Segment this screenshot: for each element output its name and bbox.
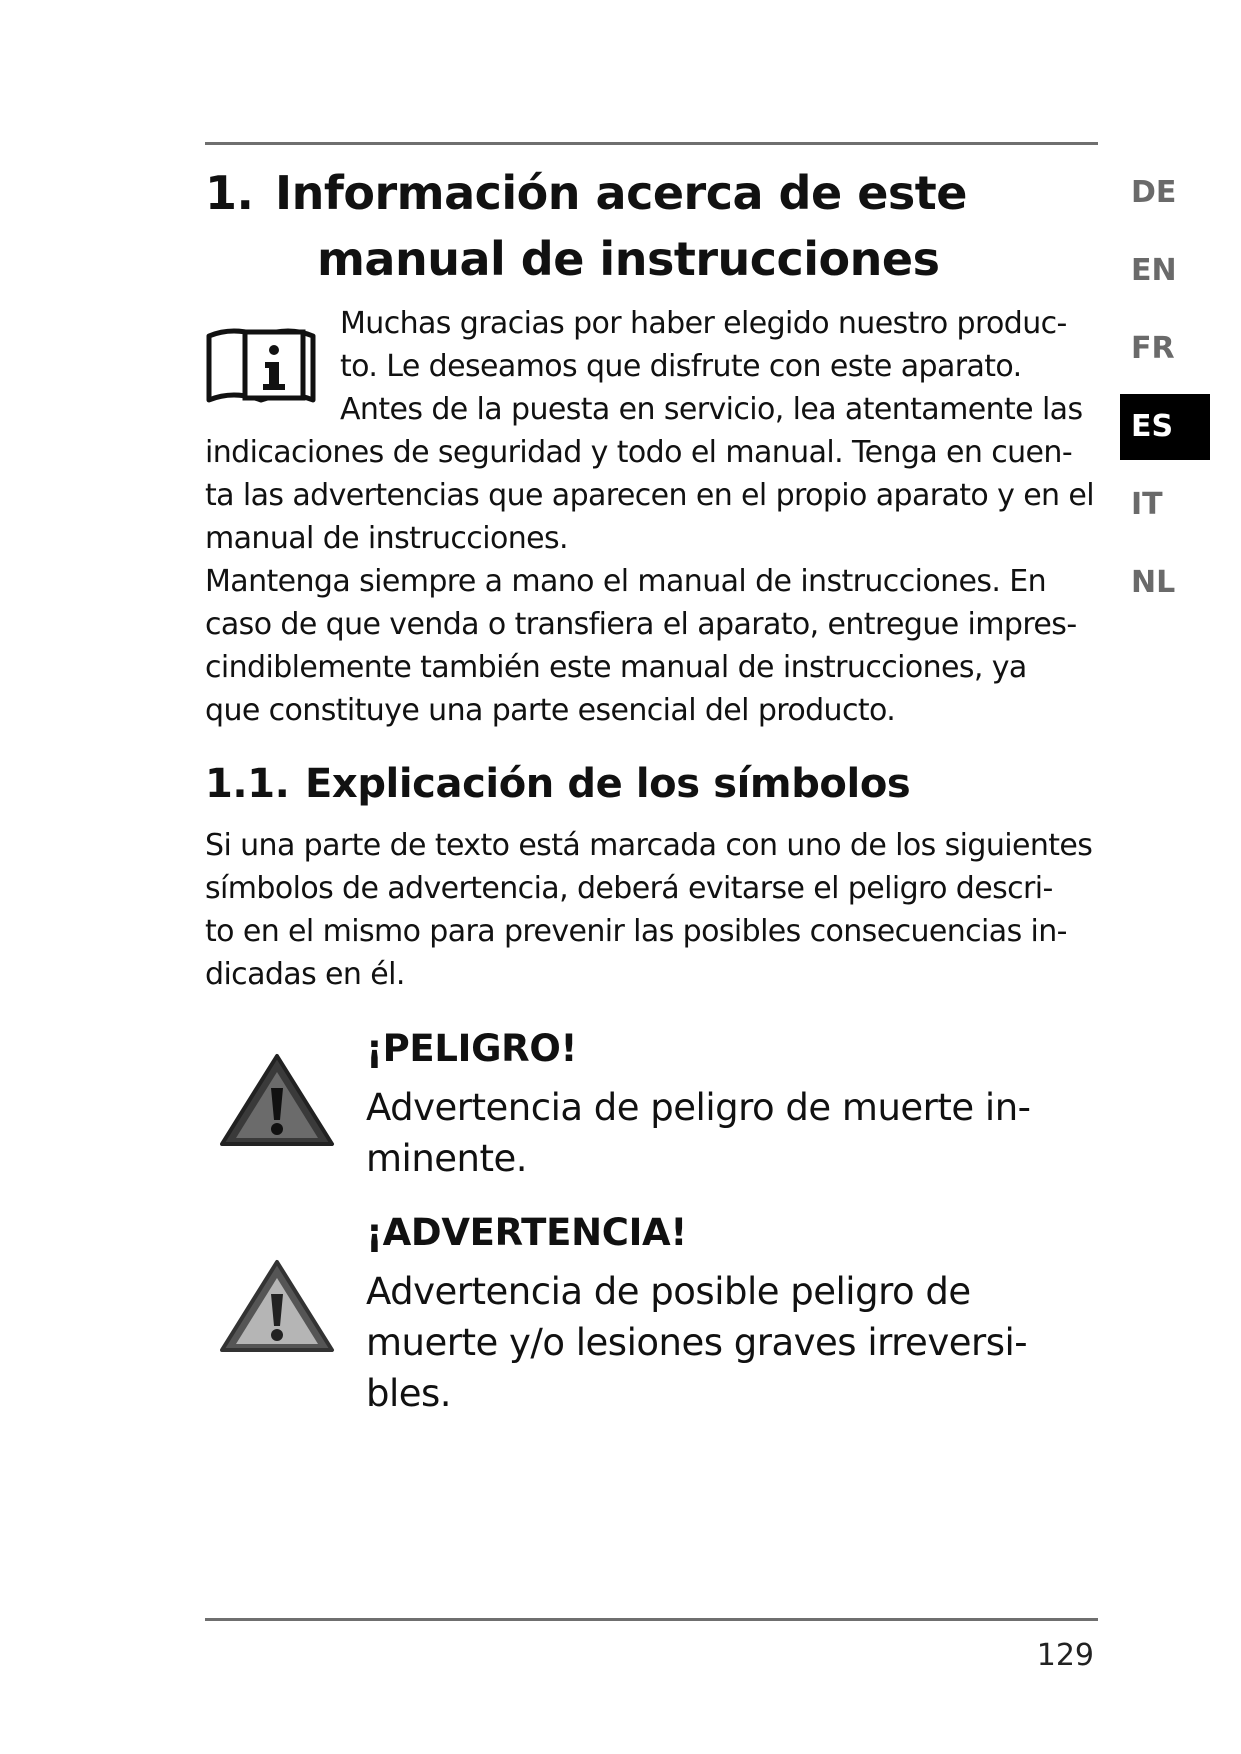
warning-description <box>366 1266 1066 1419</box>
section-heading <box>205 756 910 812</box>
title-number: 1. <box>205 166 254 220</box>
intro-line: Muchas gracias por haber elegido nuestro produc- <box>340 306 1067 341</box>
page-title <box>205 160 967 292</box>
warning-line: muerte y/o lesiones graves irreversi- <box>366 1321 1028 1364</box>
language-tab-fr[interactable]: FR <box>1131 331 1175 366</box>
language-tab-en[interactable]: EN <box>1131 253 1177 288</box>
intro-line: indicaciones de seguridad y todo el manual. Tenga en cuen- <box>205 435 1073 470</box>
section-title: Explicación de los símbolos <box>305 761 911 807</box>
symbols-line: dicadas en él. <box>205 957 405 992</box>
section-number: 1.1. <box>205 761 290 807</box>
warning-line: bles. <box>366 1372 452 1415</box>
symbols-line: símbolos de advertencia, deberá evitarse el peligro descri- <box>205 871 1053 906</box>
intro-text <box>205 302 1098 732</box>
language-tabs <box>1120 160 1210 628</box>
top-rule <box>205 142 1098 145</box>
danger-title: ¡PELIGRO! <box>366 1027 578 1070</box>
symbols-intro-text <box>205 824 1098 996</box>
intro-line: Antes de la puesta en servicio, lea atentamente las <box>340 392 1083 427</box>
intro-line: que constituye una parte esencial del producto. <box>205 693 896 728</box>
language-tab-es[interactable]: ES <box>1120 394 1210 460</box>
language-tab-it[interactable]: IT <box>1131 487 1163 522</box>
warning-triangle-icon <box>218 1256 336 1356</box>
danger-line: Advertencia de peligro de muerte in- <box>366 1086 1031 1129</box>
danger-triangle-icon <box>218 1050 336 1150</box>
language-tab-de[interactable]: DE <box>1131 175 1177 210</box>
warning-title: ¡ADVERTENCIA! <box>366 1211 687 1254</box>
symbols-line: to en el mismo para prevenir las posibles consecuencias in- <box>205 914 1067 949</box>
intro-line: cindiblemente también este manual de instrucciones, ya <box>205 650 1027 685</box>
intro-line: to. Le deseamos que disfrute con este aparato. <box>340 349 1022 384</box>
language-tab-nl[interactable]: NL <box>1131 565 1176 600</box>
title-line-2: manual de instrucciones <box>317 232 940 286</box>
title-line-1: Información acerca de este <box>275 166 967 220</box>
intro-line: Mantenga siempre a mano el manual de instrucciones. En <box>205 564 1047 599</box>
intro-line: manual de instrucciones. <box>205 521 568 556</box>
intro-line: caso de que venda o transfiera el aparato, entregue impres- <box>205 607 1077 642</box>
danger-line: minente. <box>366 1137 528 1180</box>
symbols-line: Si una parte de texto está marcada con uno de los siguientes <box>205 828 1093 863</box>
intro-line: ta las advertencias que aparecen en el propio aparato y en el <box>205 478 1094 513</box>
bottom-rule <box>205 1618 1098 1621</box>
danger-description <box>366 1082 1066 1184</box>
warning-line: Advertencia de posible peligro de <box>366 1270 971 1313</box>
page-number: 129 <box>1036 1638 1094 1673</box>
